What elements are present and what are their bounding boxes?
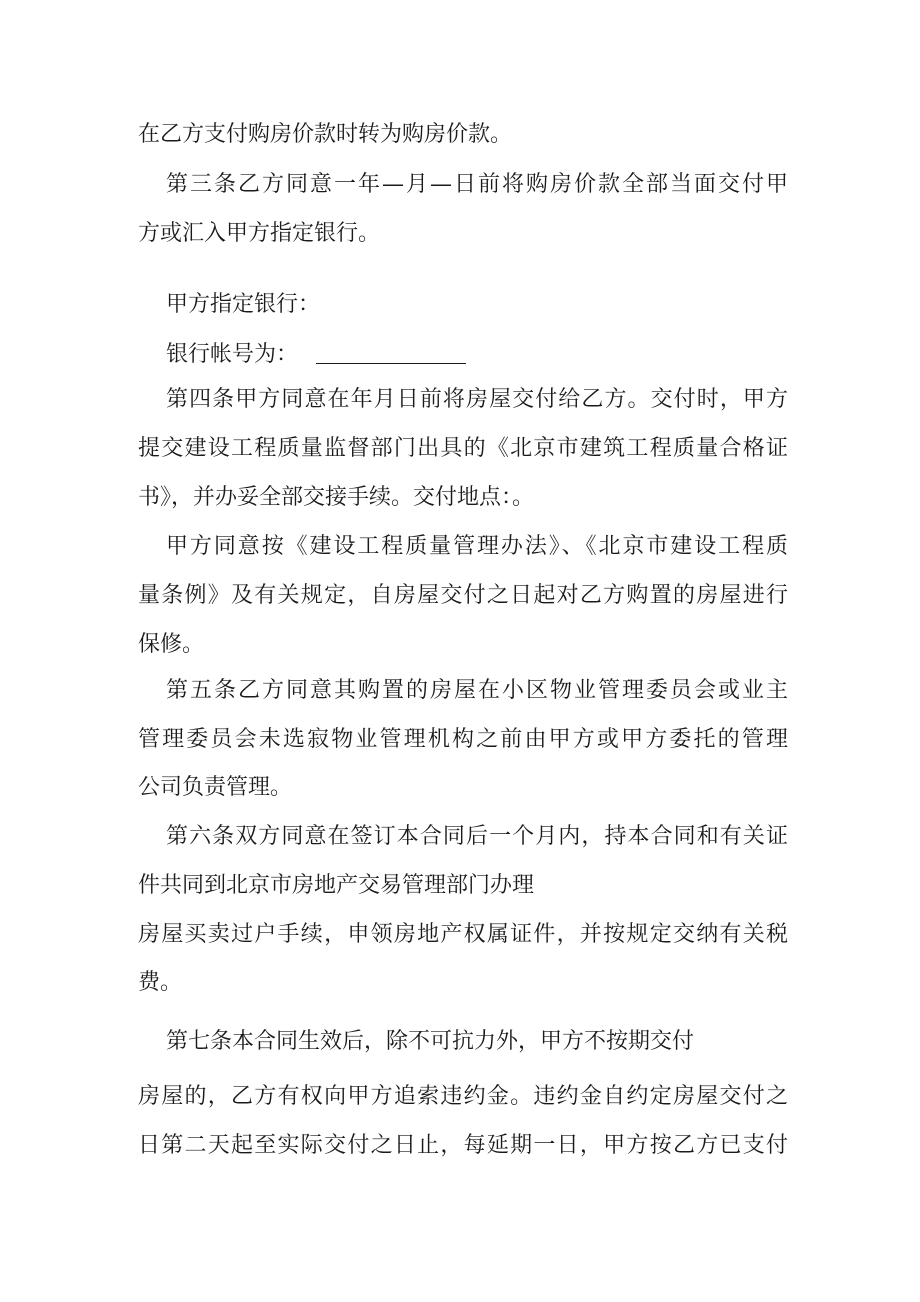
text-line: 日第二天起至实际交付之日止，每延期一日，甲方按乙方已支付 [138, 1133, 788, 1158]
text-line: 提交建设工程质量监督部门出具的《北京市建筑工程质量合格证 [138, 436, 788, 461]
text-line: 书》，并办妥全部交接手续。交付地点：。 [138, 485, 535, 510]
text-line: 管理委员会未选寂物业管理机构之前由甲方或甲方委托的管理 [138, 727, 788, 752]
text-line: 量条例》及有关规定，自房屋交付之日起对乙方购置的房屋进行 [138, 583, 788, 608]
article-4-line: 第四条甲方同意在年月日前将房屋交付给乙方。交付时，甲方 [166, 387, 788, 412]
text-line: 在乙方支付购房价款时转为购房价款。 [138, 122, 513, 147]
text-line: 公司负责管理。 [138, 775, 293, 800]
account-blank [316, 341, 466, 364]
text-line: 保修。 [138, 632, 205, 657]
account-line [166, 340, 788, 370]
bank-label: 甲方指定银行： [166, 292, 321, 317]
text-line: 房屋买卖过户手续，申领房地产权属证件，并按规定交纳有关税 [138, 922, 788, 947]
text-line: 房屋的，乙方有权向甲方追索违约金。违约金自约定房屋交付之 [138, 1084, 788, 1109]
text-line: 件共同到北京市房地产交易管理部门办理 [138, 873, 535, 898]
text-line: 方或汇入甲方指定银行。 [138, 221, 381, 246]
article-7-line: 第七条本合同生效后，除不可抗力外，甲方不按期交付 [166, 1029, 695, 1054]
article-5-line: 第五条乙方同意其购置的房屋在小区物业管理委员会或业主 [166, 678, 788, 703]
paragraph-line: 甲方同意按《建设工程质量管理办法》、《北京市建设工程质 [166, 534, 788, 559]
account-label: 银行帐号为： [166, 342, 299, 367]
article-6-line: 第六条双方同意在签订本合同后一个月内，持本合同和有关证 [166, 824, 788, 849]
article-3-line: 第三条乙方同意一年—月—日前将购房价款全部当面交付甲 [166, 172, 788, 197]
text-line: 费。 [138, 970, 183, 995]
